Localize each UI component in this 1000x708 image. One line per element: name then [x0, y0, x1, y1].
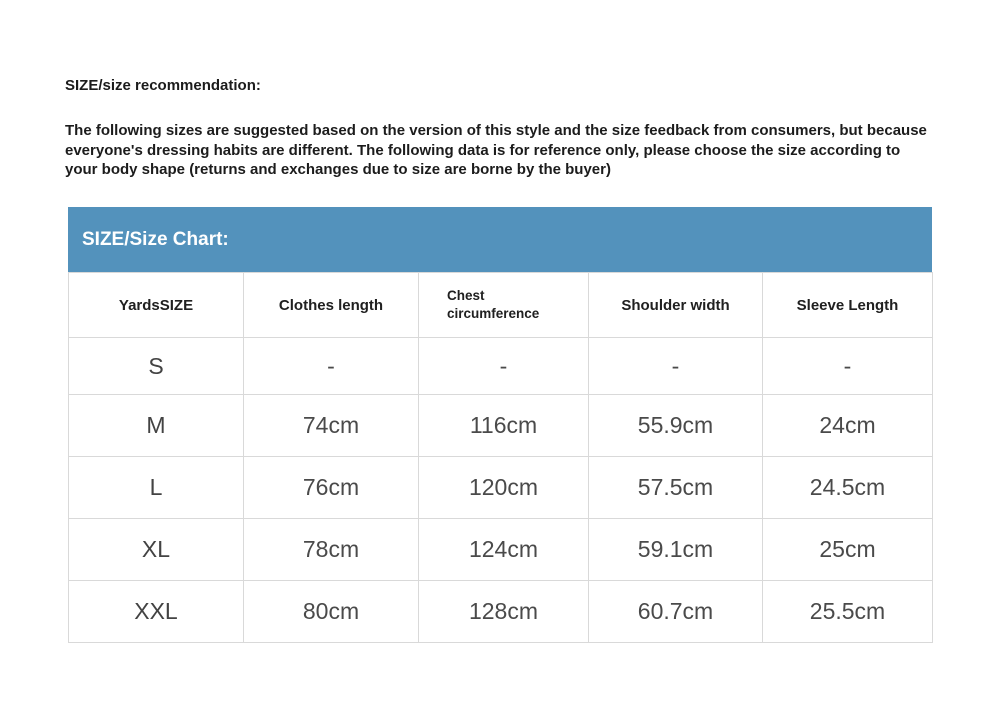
shoulder-cell: 59.1cm [589, 519, 763, 581]
size-cell: XL [69, 519, 244, 581]
sleeve-cell: 24.5cm [763, 457, 933, 519]
clothes-length-cell: 80cm [244, 581, 419, 643]
column-header-yards-size: YardsSIZE [69, 273, 244, 338]
size-cell: M [69, 395, 244, 457]
clothes-length-cell: - [244, 338, 419, 395]
table-row-xxl [69, 581, 933, 643]
table-row-s [69, 338, 933, 395]
table-header-row [69, 273, 933, 338]
column-header-sleeve-length: Sleeve Length [763, 273, 933, 338]
sleeve-cell: - [763, 338, 933, 395]
table-row-xl [69, 519, 933, 581]
shoulder-cell: 60.7cm [589, 581, 763, 643]
column-header-clothes-length: Clothes length [244, 273, 419, 338]
size-chart-title: SIZE/Size Chart: [82, 228, 229, 250]
size-cell: XXL [69, 581, 244, 643]
size-cell: L [69, 457, 244, 519]
chest-cell: - [419, 338, 589, 395]
size-recommendation-heading: SIZE/size recommendation: [65, 77, 261, 94]
chest-cell: 116cm [419, 395, 589, 457]
table-row-l [69, 457, 933, 519]
clothes-length-cell: 74cm [244, 395, 419, 457]
size-chart-title-bar [68, 207, 932, 272]
size-cell: S [69, 338, 244, 395]
column-header-shoulder-width: Shoulder width [589, 273, 763, 338]
clothes-length-cell: 76cm [244, 457, 419, 519]
size-recommendation-text: The following sizes are suggested based on the version of this style and the size feedback from consumers, but because everyone's dressing habits are different. The following data is for reference only, please choose the size according to your body shape (returns and exchanges due to size are borne by the buyer) [65, 122, 927, 178]
sleeve-cell: 24cm [763, 395, 933, 457]
chest-cell: 128cm [419, 581, 589, 643]
shoulder-cell: - [589, 338, 763, 395]
shoulder-cell: 55.9cm [589, 395, 763, 457]
size-chart-table [68, 272, 933, 643]
sleeve-cell: 25.5cm [763, 581, 933, 643]
table-row-m [69, 395, 933, 457]
sleeve-cell: 25cm [763, 519, 933, 581]
shoulder-cell: 57.5cm [589, 457, 763, 519]
clothes-length-cell: 78cm [244, 519, 419, 581]
column-header-chest-circumference: Chest circumference [419, 273, 589, 338]
chest-cell: 120cm [419, 457, 589, 519]
chest-cell: 124cm [419, 519, 589, 581]
